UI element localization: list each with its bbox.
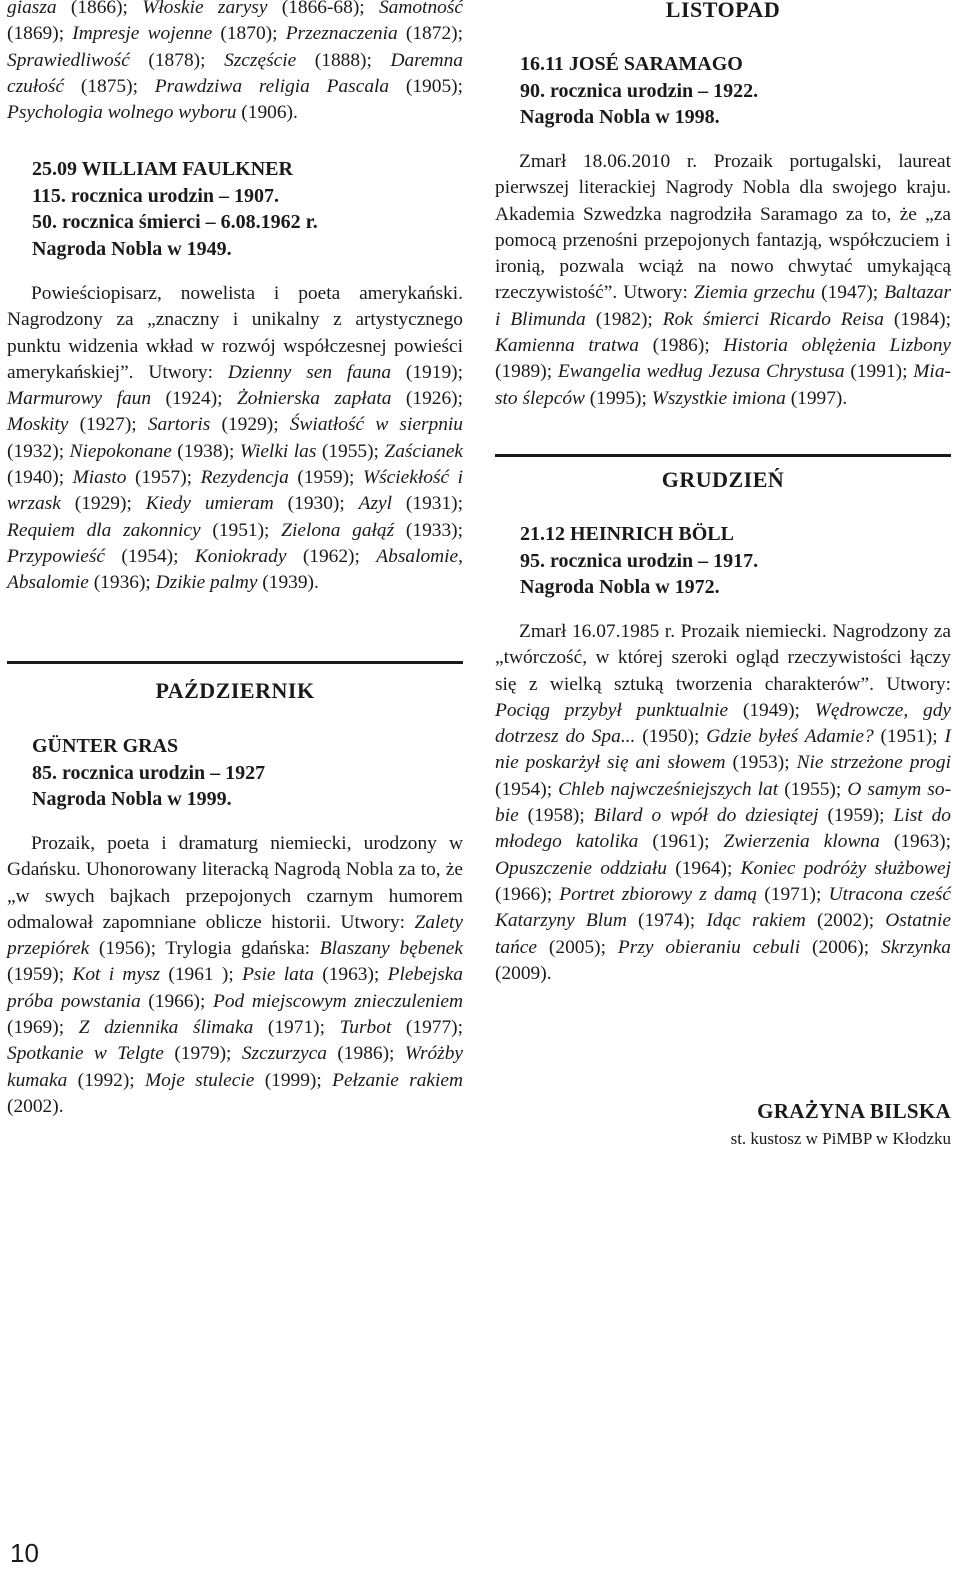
- body-text: Zmarł 18.06.2010 r. Prozaik portugalski, laureat pierwszej literackiej Nagrody Nobla dla swojego kraju. Akademia Szwedzka nagrodziła Saramago za to, że „za pomocą przenośni przepojonych fantazją, współczuciem i ironią, pozwala wciąż na nowo chwytać umykającą rzeczywistość”. Utwory:: [495, 151, 951, 304]
- title-text: Miasto: [72, 467, 127, 489]
- title-text: Ziemia grzechu: [693, 282, 816, 304]
- body-text: (1951);: [873, 726, 945, 748]
- body-text: (1951);: [200, 519, 282, 541]
- title-text: O samym sobie: [495, 778, 952, 827]
- body-text: (1961 );: [160, 964, 243, 986]
- title-text: Baltazar i Blimunda: [495, 282, 952, 330]
- title-text: Wróżby kumaka: [7, 1043, 464, 1091]
- title-text: Żołnierska zapłata: [237, 388, 392, 410]
- title-text: Impresje wojenne: [72, 23, 213, 45]
- body-text: (1875);: [64, 75, 155, 97]
- title-text: Plebejska próba powstania: [7, 964, 464, 1012]
- body-text: (1959);: [7, 964, 73, 986]
- body-text: (1933);: [394, 519, 464, 541]
- title-text: Kiedy umieram: [145, 493, 274, 515]
- title-text: Samotność: [378, 0, 463, 18]
- title-text: Historia oblężenia Lizbony: [723, 335, 951, 357]
- body-text: (1997).: [785, 387, 848, 409]
- title-text: Psychologia wolnego wyboru: [7, 102, 237, 124]
- body-text: (1977);: [391, 1017, 464, 1039]
- title-text: Zalety przepiórek: [7, 911, 463, 960]
- body-text: (1982);: [585, 308, 663, 330]
- title-text: Szczęście: [224, 49, 297, 71]
- title-text: Rok śmierci Ricardo Reisa: [662, 308, 884, 330]
- page-number: 10: [10, 1538, 39, 1568]
- month-heading-october: PAŹDZIERNIK: [155, 678, 315, 703]
- title-text: Rezydencja: [200, 467, 289, 489]
- saramago-heading: 16.11 JOSÉ SARAMAGO 90. rocznica urodzin – 1922. Nagroda Nobla w 1998.: [520, 53, 759, 128]
- body-text: (1995);: [584, 387, 652, 409]
- title-text: Pełzanie rakiem: [332, 1069, 464, 1091]
- body-text: Powieściopisarz, nowelista i poeta amerykański. Nagrodzony za „znaczny i unikalny z artystycznego punktu widzenia wkład w rozwój współczesnej powieści amerykańskiej”. Utwory:: [7, 283, 463, 383]
- title-text: Absalomie, Absalomie: [7, 545, 464, 594]
- title-text: Gdzie byłeś Adamie?: [706, 726, 874, 748]
- body-text: (1974);: [626, 910, 707, 932]
- body-text: (1919);: [391, 361, 463, 383]
- body-text: (1931);: [392, 493, 464, 515]
- body-text: (2002);: [805, 910, 886, 932]
- title-text: Zwierzenia klowna: [723, 831, 880, 853]
- saramago-bio: [495, 149, 951, 412]
- body-text: (1929);: [60, 493, 146, 515]
- body-text: (1986);: [639, 335, 724, 357]
- title-text: Zielona gałąź: [281, 519, 395, 541]
- body-text: (1964);: [667, 857, 741, 879]
- body-text: (1866);: [56, 0, 143, 18]
- title-text: Chleb najwcześniejszych lat: [558, 778, 779, 800]
- title-text: Ostatnie tańce: [495, 910, 951, 958]
- body-text: (1959);: [288, 467, 363, 489]
- title-text: Turbot: [339, 1017, 392, 1039]
- body-text: (1962);: [286, 545, 377, 567]
- body-text: (1954);: [105, 545, 195, 567]
- body-text: (1940);: [7, 467, 73, 489]
- title-text: Koniec podróży służbowej: [740, 857, 951, 879]
- title-text: Skrzynka: [881, 936, 951, 958]
- body-text: (1989);: [495, 361, 558, 383]
- title-text: Portret zbiorowy z damą: [559, 883, 758, 905]
- body-text: (1872);: [397, 23, 463, 45]
- body-text: (1999);: [254, 1069, 333, 1091]
- body-text: (1957);: [126, 467, 201, 489]
- body-text: (1939).: [257, 572, 319, 594]
- title-text: Nie strzeżone progi: [796, 752, 951, 774]
- title-text: Koniokrady: [194, 545, 287, 567]
- title-text: Pod miejscowym znieczuleniem: [212, 990, 463, 1012]
- title-text: Przy obieraniu cebuli: [617, 936, 801, 958]
- boll-heading: 21.12 HEINRICH BÖLL 95. rocznica urodzin – 1917. Nagroda Nobla w 1972.: [520, 523, 759, 598]
- title-text: Pociąg przybył punktualnie: [495, 699, 729, 721]
- title-text: Moskity: [7, 414, 69, 436]
- title-text: Wędrowcze, gdy dotrzesz do Spa...: [495, 699, 951, 748]
- title-text: I nie poskarżył się ani słowem: [495, 726, 951, 774]
- body-text: (1930);: [273, 493, 359, 515]
- month-heading-december: GRUDZIEŃ: [661, 467, 785, 492]
- body-text: Prozaik, poeta i dramaturg niemiecki, urodzony w Gdańsku. Uhonorowany literacką Nagrodą Nobla za to, że „w swych bajkach przepojonych czarnym humorem odmalował zapomniane oblicze historii. Utwory:: [7, 833, 463, 933]
- body-text: (1927);: [68, 414, 148, 436]
- title-text: List do młodego katolika: [495, 805, 951, 853]
- author-role: st. kustosz w PiMBP w Kłodzku: [730, 1129, 951, 1148]
- body-text: (1938);: [171, 440, 240, 462]
- body-text: (1932);: [7, 440, 70, 462]
- body-text: (1954);: [495, 778, 559, 800]
- title-text: Requiem dla zakonnicy: [7, 519, 201, 541]
- title-text: Dzienny sen fauna: [227, 361, 392, 383]
- title-text: Przypowieść: [7, 545, 106, 567]
- title-text: Zaścianek: [384, 440, 464, 462]
- faulkner-heading: 25.09 WILLIAM FAULKNER 115. rocznica urodzin – 1907. 50. rocznica śmierci – 6.08.1962 r. Nagroda Nobla w 1949.: [32, 158, 318, 260]
- body-text: (1870);: [212, 23, 286, 45]
- title-text: Sartoris: [147, 414, 211, 436]
- body-text: (1905);: [389, 75, 463, 97]
- month-heading-november: LISTOPAD: [665, 0, 781, 22]
- title-text: Spotkanie w Telgte: [7, 1043, 164, 1065]
- title-text: giasza: [7, 0, 57, 18]
- title-text: Kot i mysz: [72, 964, 161, 986]
- body-text: (1986);: [326, 1043, 405, 1065]
- title-text: Kamienna tratwa: [495, 335, 639, 357]
- title-text: Wściekłość i wrzask: [7, 467, 463, 515]
- title-text: Blaszany bębenek: [319, 938, 463, 960]
- body-text: (1984);: [883, 308, 952, 330]
- author-signature: GRAŻYNA BILSKA: [757, 1099, 951, 1123]
- body-text: (2006);: [800, 936, 881, 958]
- body-text: (1949);: [728, 699, 815, 721]
- grass-heading: GÜNTER GRAS 85. rocznica urodzin – 1927 Nagroda Nobla w 1999.: [32, 735, 266, 810]
- body-text: (1906).: [236, 102, 298, 124]
- title-text: Idąc rakiem: [706, 910, 806, 932]
- body-text: (1958);: [518, 805, 594, 827]
- body-text: (1959);: [818, 805, 894, 827]
- title-text: Niepokonane: [69, 440, 172, 462]
- title-text: Marmurowy faun: [7, 388, 152, 410]
- body-text: (1966);: [495, 883, 560, 905]
- body-text: (1869);: [7, 23, 73, 45]
- title-text: Azyl: [358, 493, 393, 515]
- body-text: (1878);: [129, 49, 225, 71]
- title-text: Sprawiedliwość: [7, 49, 130, 71]
- body-text: (1955);: [778, 778, 848, 800]
- title-text: Miasto ślepców: [495, 361, 951, 409]
- body-text: Zmarł 16.07.1985 r. Prozaik niemiecki. Nagrodzony za „twórczość, w której szeroki ogląd rzeczywistości łączy się z wielką sztuką tworzenia charakterów”. Utwory:: [495, 621, 951, 695]
- title-text: Szczurzyca: [241, 1043, 327, 1065]
- title-text: Ewangelia według Jezusa Chrystusa: [557, 361, 845, 383]
- boll-bio: [495, 619, 951, 987]
- title-text: Prawdziwa religia Pascala: [154, 75, 390, 97]
- body-text: (1979);: [163, 1043, 242, 1065]
- grass-bio: [7, 831, 463, 1120]
- body-text: (1924);: [151, 388, 237, 410]
- body-text: (1947);: [815, 282, 885, 304]
- body-text: (2005);: [537, 936, 618, 958]
- title-text: Dzikie palmy: [155, 572, 258, 594]
- body-text: (1888);: [296, 49, 391, 71]
- body-text: (1955);: [316, 440, 385, 462]
- body-text: (1971);: [757, 883, 829, 905]
- body-text: (1866-68);: [267, 0, 379, 18]
- body-text: (1961);: [638, 831, 724, 853]
- body-text: (1950);: [635, 726, 707, 748]
- body-text: (1963);: [879, 831, 951, 853]
- body-text: (1963);: [313, 964, 388, 986]
- title-text: Psie lata: [242, 964, 314, 986]
- title-text: Światłość w sierpniu: [289, 414, 463, 436]
- title-text: Włoskie zarysy: [142, 0, 268, 18]
- body-text: (2002).: [7, 1095, 64, 1117]
- title-text: Wszystkie imiona: [651, 387, 786, 409]
- intro-paragraph: [7, 0, 463, 126]
- body-text: (2009).: [495, 962, 552, 984]
- title-text: Z dziennika ślimaka: [78, 1017, 254, 1039]
- title-text: Utracona cześć Katarzyny Blum: [495, 883, 951, 932]
- body-text: (1926);: [391, 388, 463, 410]
- body-text: (1929);: [210, 414, 290, 436]
- title-text: Opuszczenie oddziału: [495, 857, 667, 879]
- faulkner-bio: [7, 281, 463, 597]
- section-divider: [495, 454, 951, 457]
- body-text: (1992);: [67, 1069, 146, 1091]
- body-text: (1991);: [844, 361, 914, 383]
- title-text: Przeznaczenia: [285, 23, 398, 45]
- body-text: (1971);: [253, 1017, 340, 1039]
- body-text: (1966);: [140, 990, 213, 1012]
- section-divider: [7, 661, 463, 664]
- body-text: (1936);: [88, 572, 156, 594]
- body-text: (1956); Trylogia gdańska:: [89, 938, 320, 960]
- title-text: Bilard o wpół do dziesiątej: [593, 805, 819, 827]
- title-text: Wielki las: [239, 440, 317, 462]
- body-text: (1969);: [7, 1017, 79, 1039]
- body-text: (1953);: [725, 752, 797, 774]
- title-text: Moje stulecie: [145, 1069, 255, 1091]
- title-text: Daremna czułość: [7, 49, 463, 97]
